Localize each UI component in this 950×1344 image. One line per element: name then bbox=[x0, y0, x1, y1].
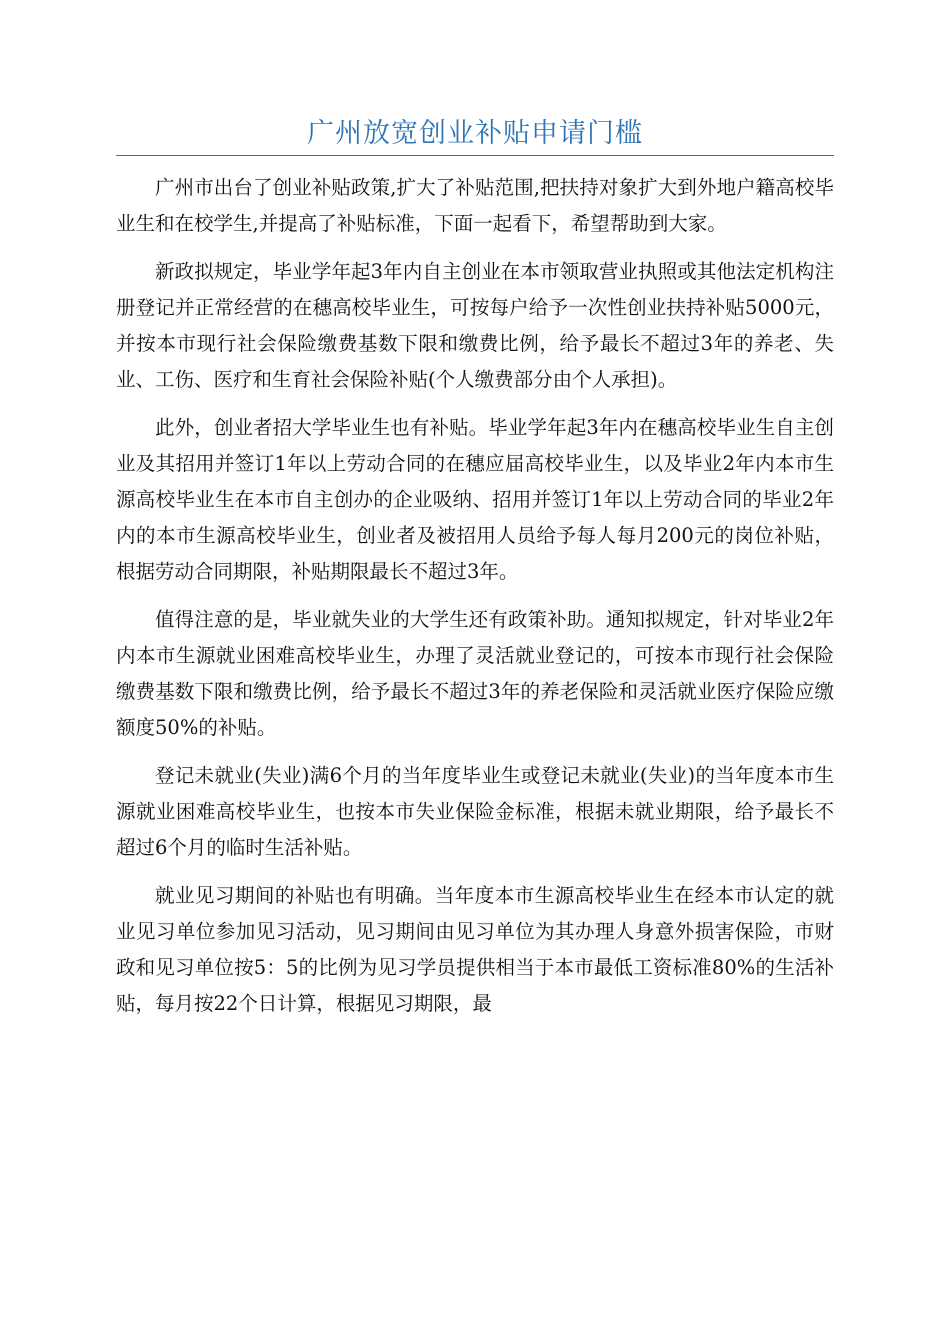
paragraph-startup-subsidy: 新政拟规定，毕业学年起3年内自主创业在本市领取营业执照或其他法定机构注册登记并正常经营的在穗高校毕业生，可按每户给予一次性创业扶持补贴5000元，并按本市现行社会保险缴费基数下限和缴费比例，给予最长不超过3年的养老、失业、工伤、医疗和生育社会保险补贴(个人缴费部分由个人承担)。 bbox=[116, 260, 834, 391]
paragraph-unemployment-support: 值得注意的是，毕业就失业的大学生还有政策补助。通知拟规定，针对毕业2年内本市生源就业困难高校毕业生，办理了灵活就业登记的，可按本市现行社会保险缴费基数下限和缴费比例，给予最长不超过3年的养老保险和灵活就业医疗保险应缴额度50%的补贴。 bbox=[116, 608, 834, 739]
paragraph-internship-subsidy: 就业见习期间的补贴也有明确。当年度本市生源高校毕业生在经本市认定的就业见习单位参加见习活动，见习期间由见习单位为其办理人身意外损害保险，市财政和见习单位按5：5的比例为见习学员提供相当于本市最低工资标准80%的生活补贴，每月按22个日计算，根据见习期限，最 bbox=[116, 884, 834, 1015]
paragraph-hiring-subsidy: 此外，创业者招大学毕业生也有补贴。毕业学年起3年内在穗高校毕业生自主创业及其招用并签订1年以上劳动合同的在穗应届高校毕业生，以及毕业2年内本市生源高校毕业生在本市自主创办的企业吸纳、招用并签订1年以上劳动合同的毕业2年内的本市生源高校毕业生，创业者及被招用人员给予每人每月200元的岗位补贴，根据劳动合同期限，补贴期限最长不超过3年。 bbox=[116, 416, 834, 583]
document-title: 广州放宽创业补贴申请门槛 bbox=[116, 112, 834, 156]
document-body bbox=[116, 170, 834, 1034]
paragraph-temporary-living-subsidy: 登记未就业(失业)满6个月的当年度毕业生或登记未就业(失业)的当年度本市生源就业困难高校毕业生，也按本市失业保险金标准，根据未就业期限，给予最长不超过6个月的临时生活补贴。 bbox=[116, 764, 834, 859]
paragraph-intro: 广州市出台了创业补贴政策,扩大了补贴范围,把扶持对象扩大到外地户籍高校毕业生和在校学生,并提高了补贴标准，下面一起看下，希望帮助到大家。 bbox=[116, 176, 834, 235]
